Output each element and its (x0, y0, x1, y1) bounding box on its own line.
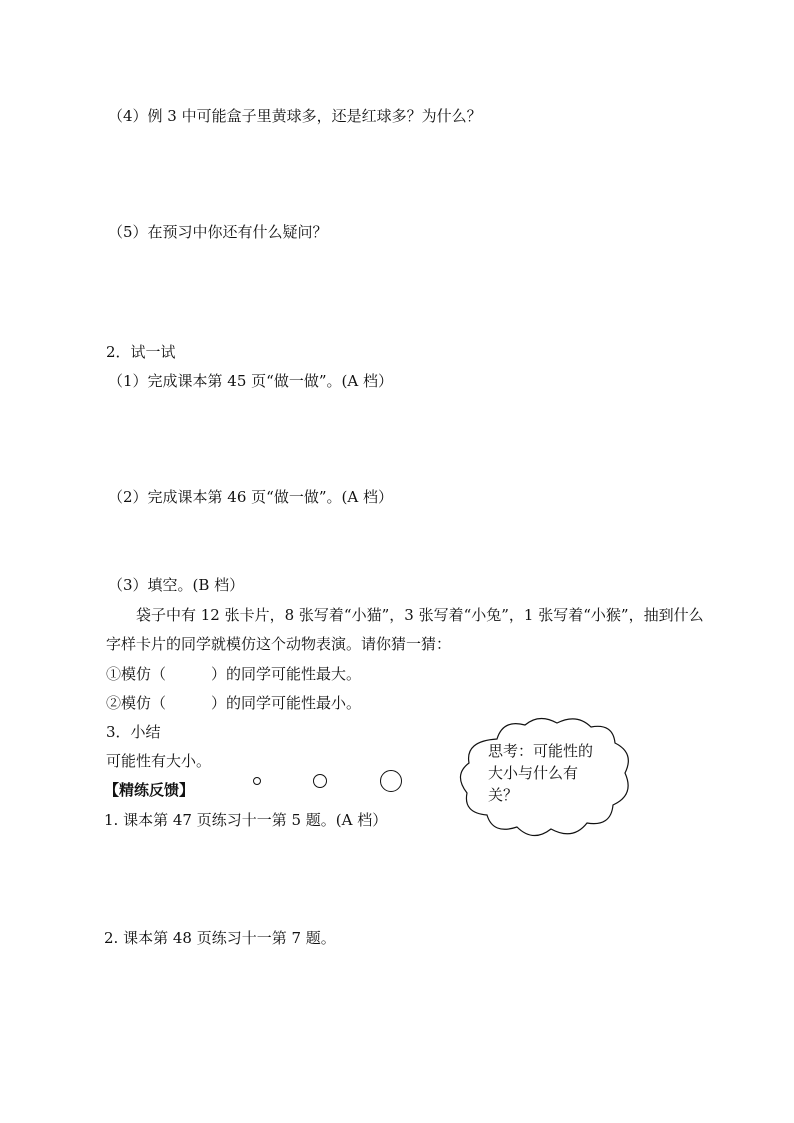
task-2-2: （2）完成课本第 46 页“做一做”。(A 档） (108, 488, 393, 506)
medium-circle (314, 775, 327, 788)
section-3-heading: 3．小结 (106, 723, 161, 741)
thought-bubble-text: 思考：可能性的大小与什么有关？ (488, 742, 594, 804)
summary-text: 可能性有大小。 (106, 752, 212, 770)
practice-heading: 【精练反馈】 (104, 781, 195, 799)
fill-blank-1: ①模仿（ ）的同学可能性最大。 (106, 665, 362, 683)
problem-paragraph-line-2: 字样卡片的同学就模仿这个动物表演。请你猜一猜： (106, 635, 452, 653)
task-2-1: （1）完成课本第 45 页“做一做”。(A 档） (108, 372, 393, 390)
size-circles-illustration (245, 768, 410, 798)
question-4: （4）例 3 中可能盒子里黄球多，还是红球多？为什么？ (108, 107, 482, 125)
section-2-heading: 2．试一试 (106, 343, 176, 361)
question-5: （5）在预习中你还有什么疑问？ (108, 223, 328, 241)
small-circle (254, 778, 261, 785)
practice-item-1: 1. 课本第 47 页练习十一第 5 题。(A 档） (104, 811, 388, 829)
task-2-3: （3）填空。(B 档） (108, 576, 245, 594)
large-circle (381, 771, 402, 792)
fill-blank-2: ②模仿（ ）的同学可能性最小。 (106, 694, 362, 712)
practice-item-2: 2. 课本第 48 页练习十一第 7 题。 (104, 929, 336, 947)
problem-paragraph-line-1: 袋子中有 12 张卡片，8 张写着“小猫”，3 张写着“小兔”，1 张写着“小猴”，抽到什么 (136, 606, 704, 624)
